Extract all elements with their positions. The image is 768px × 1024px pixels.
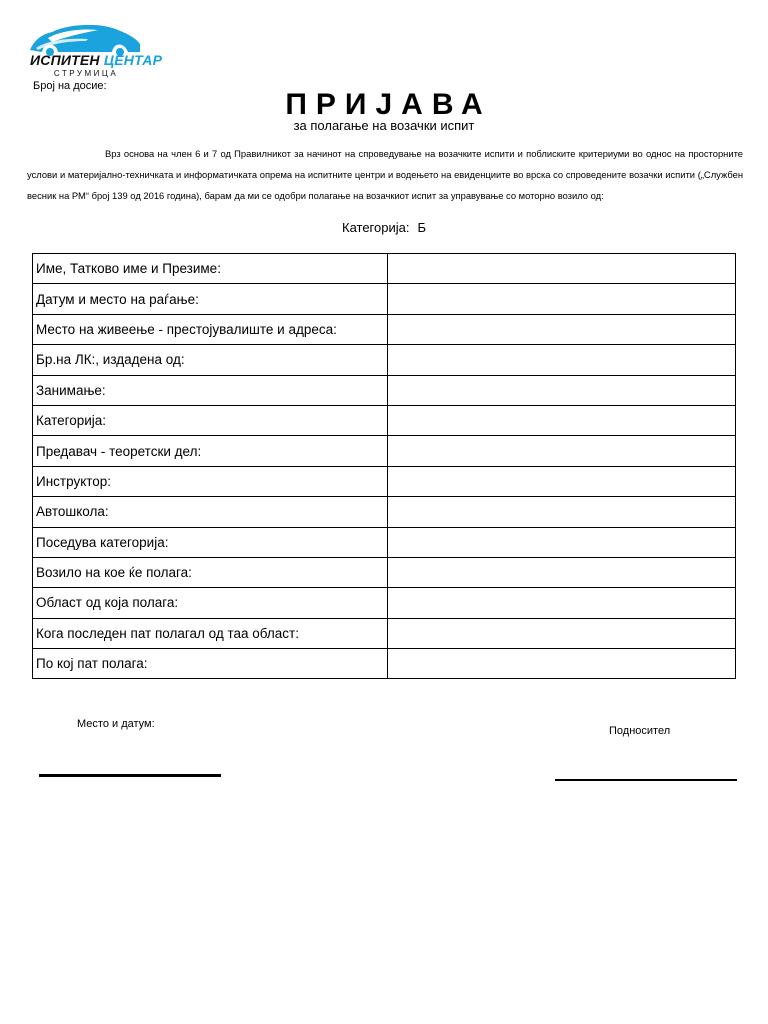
place-date-label: Место и датум: [77,718,155,730]
table-row [33,649,736,679]
field-value[interactable] [388,345,736,375]
field-value[interactable] [388,466,736,496]
field-label: Инструктор: [33,466,388,496]
field-label: Име, Татково име и Презиме: [33,254,388,284]
application-form-table [32,253,736,679]
logo-name-word1: ИСПИТЕН [30,52,100,68]
field-label: Област од која полага: [33,588,388,618]
table-row [33,436,736,466]
table-row [33,314,736,344]
table-row [33,527,736,557]
field-value[interactable] [388,284,736,314]
field-label: По кој пат полага: [33,649,388,679]
logo-name [30,52,163,68]
field-label: Кога последен пат полагал од таа област: [33,618,388,648]
table-row [33,588,736,618]
intro-paragraph: Врз основа на член 6 и 7 од Правилникот за начинот на спроведување на возачките испити и поблиските критериуми во однос на просторните услови и материјално-техничката и информатичката опрема на испитните центри и водењето на евиденциите во врска со спроведените возачки испити („Службен весник на РМ“ број 139 од 2016 година), барам да ми се одобри полагање на возачкиот испит за управување со моторно возило од: [27,148,743,201]
field-label: Предавач - теоретски дел: [33,436,388,466]
field-value[interactable] [388,436,736,466]
table-row [33,375,736,405]
field-value[interactable] [388,314,736,344]
field-value[interactable] [388,649,736,679]
dossier-number-label: Број на досие: [33,80,107,92]
field-label: Место на живеење - престојувалиште и адреса: [33,314,388,344]
table-row [33,345,736,375]
logo-name-word2: ЦЕНТАР [103,52,163,68]
table-row [33,466,736,496]
field-value[interactable] [388,375,736,405]
field-value[interactable] [388,497,736,527]
logo-city: СТРУМИЦА [53,69,119,78]
field-label: Поседува категорија: [33,527,388,557]
field-label: Занимање: [33,375,388,405]
field-value[interactable] [388,588,736,618]
page-subtitle: за полагање на возачки испит [293,118,475,133]
table-row [33,284,736,314]
field-label: Категорија: [33,405,388,435]
category-value: Б [417,220,426,235]
logo [28,22,163,80]
table-row [33,254,736,284]
table-row [33,405,736,435]
submitter-signature-line [555,779,737,781]
field-label: Бр.на ЛК:, издадена од: [33,345,388,375]
table-row [33,557,736,587]
field-value[interactable] [388,557,736,587]
place-date-signature-line [39,774,221,777]
car-icon [28,22,144,56]
category-label: Категорија: [342,220,410,235]
field-label: Датум и место на раѓање: [33,284,388,314]
field-value[interactable] [388,618,736,648]
field-label: Автошкола: [33,497,388,527]
field-value[interactable] [388,254,736,284]
submitter-label: Подносител [609,725,671,737]
category-line [0,220,768,235]
field-label: Возило на кое ќе полага: [33,557,388,587]
page-title: ПРИЈАВА [285,88,492,121]
table-row [33,497,736,527]
field-value[interactable] [388,527,736,557]
table-row [33,618,736,648]
field-value[interactable] [388,405,736,435]
